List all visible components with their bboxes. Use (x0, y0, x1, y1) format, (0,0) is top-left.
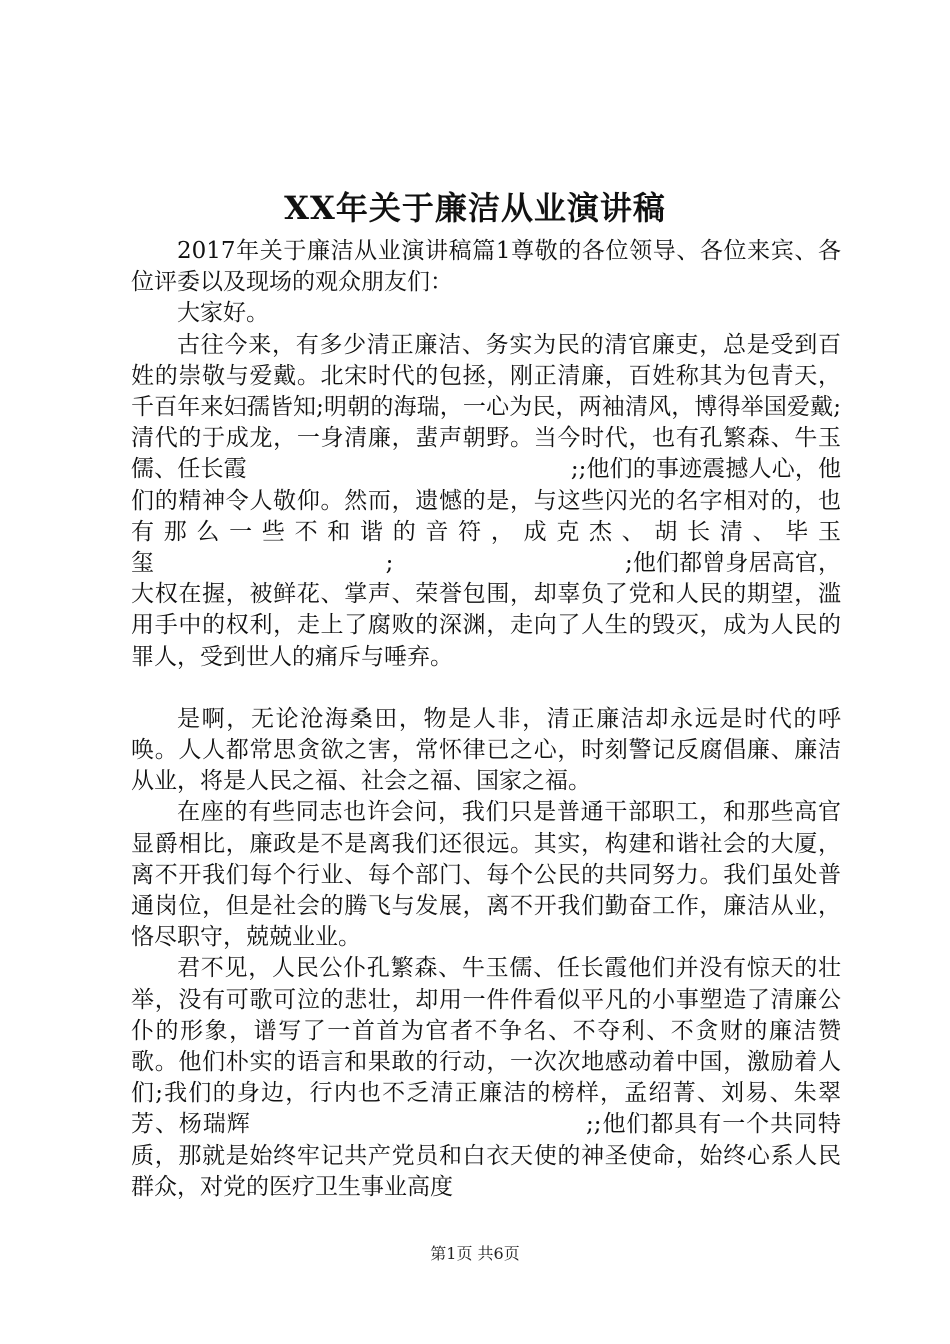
document-body (131, 236, 841, 1203)
document-title: XX年关于廉洁从业演讲稿 (284, 189, 666, 227)
paragraph-hello: 大家好。 (177, 300, 269, 327)
paragraph-call-of-times: 是啊，无论沧海桑田，物是人非，清正廉洁却永远是时代的呼唤。人人都常思贪欲之害，常怀律已之心，时刻警记反腐倡廉、廉洁从业，将是人民之福、社会之福、国家之福。 (131, 705, 841, 795)
page-footer: 第1页 共6页 (430, 1244, 520, 1263)
paragraph-role-models: 君不见，人民公仆孔繁森、牛玉儒、任长霞他们并没有惊天的壮举，没有可歌可泣的悲壮，却用一件件看似平凡的小事塑造了清廉公仆的形象，谱写了一首首为官者不争名、不夺利、不贪财的廉洁赞歌。他们朴实的语言和果敢的行动，一次次地感动着中国，激励着人们;我们的身边，行内也不乏清正廉洁的榜样，孟绍菁、刘易、朱翠芳、杨瑞辉 ;;他们都具有一个共同特质，那就是始终牢记共产党员和白衣天使的神圣使命，始终心系人民群众，对党的医疗卫生事业高度 (131, 955, 841, 1200)
paragraph-history: 古往今来，有多少清正廉洁、务实为民的清官廉吏，总是受到百姓的崇敬与爱戴。北宋时代的包拯，刚正清廉，百姓称其为包青天，千百年来妇孺皆知;明朝的海瑞，一心为民，两袖清风，博得举国爱戴;清代的于成龙，一身清廉，蜚声朝野。当今时代，也有孔繁森、牛玉儒、任长霞 ;;他们的事迹震撼人心，他们的精神令人敬仰。然而，遗憾的是，与这些闪光的名字相对的，也有那么一些不和谐的音符，成克杰、胡长清、毕玉玺 ; ;他们都曾身居高官，大权在握，被鲜花、掌声、荣誉包围，却辜负了党和人民的期望，滥用手中的权利，走上了腐败的深渊，走向了人生的毁灭，成为人民的罪人，受到世人的痛斥与唾弃。 (131, 331, 841, 670)
paragraph-greeting: 2017年关于廉洁从业演讲稿篇1尊敬的各位领导、各位来宾、各位评委以及现场的观众朋友们： (131, 238, 841, 296)
paragraph-ordinary-staff: 在座的有些同志也许会问，我们只是普通干部职工，和那些高官显爵相比，廉政是不是离我们还很远。其实，构建和谐社会的大厦，离不开我们每个行业、每个部门、每个公民的共同努力。我们虽处普通岗位，但是社会的腾飞与发展，离不开我们勤奋工作，廉洁从业，恪尽职守，兢兢业业。 (131, 799, 841, 951)
